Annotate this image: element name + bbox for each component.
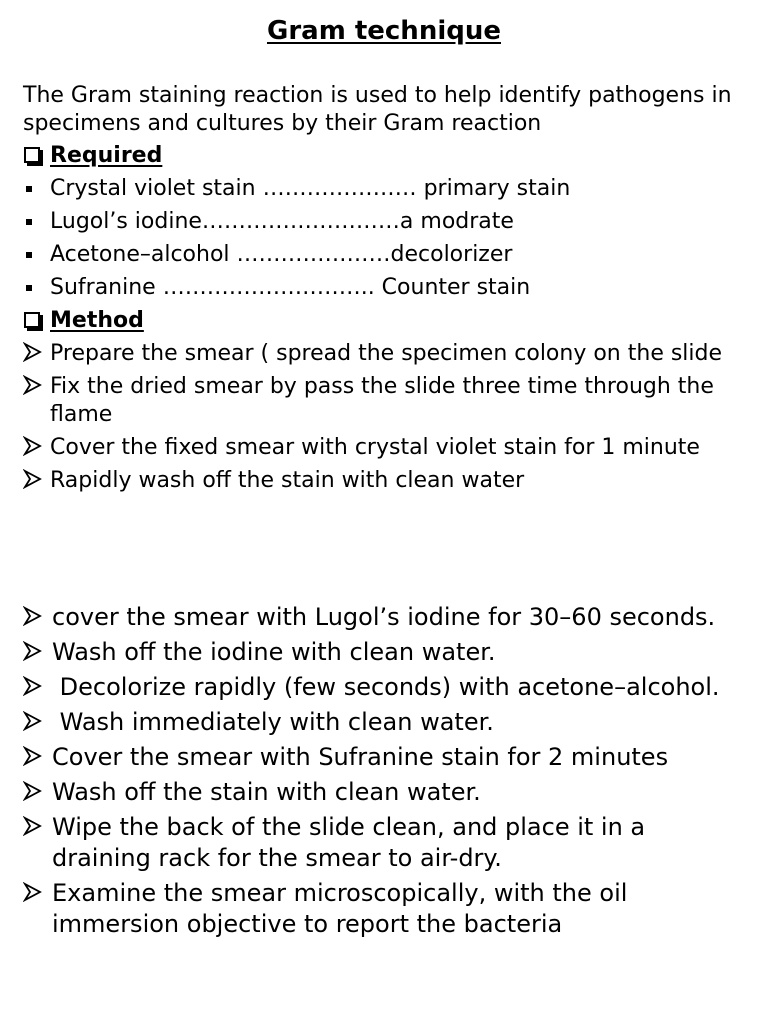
step-text: Cover the smear with Sufranine stain for 2 minutes (52, 743, 669, 771)
list-item (23, 812, 748, 874)
list-item (23, 340, 753, 368)
list-item (23, 241, 753, 269)
arrow-bullet-icon (23, 711, 43, 731)
square-bullet-icon (26, 285, 32, 291)
arrow-bullet-icon (23, 436, 43, 456)
arrow-bullet-icon (23, 816, 43, 836)
step-text: Wash immediately with clean water. (52, 708, 494, 736)
required-item-text: Lugol’s iodine………………………a modrate (50, 209, 514, 234)
intro-paragraph: The Gram staining reaction is used to help identify pathogens in specimens and cultures by their Gram reaction (23, 83, 732, 136)
page-title: Gram technique (266, 16, 501, 46)
required-item-text: Crystal violet stain ………………… primary stain (50, 176, 571, 201)
list-item (23, 274, 753, 302)
step-text: Examine the smear microscopically, with the oil immersion objective to report the bacteria (52, 879, 628, 938)
list-item (23, 434, 753, 462)
step-text: Decolorize rapidly (few seconds) with acetone–alcohol. (52, 673, 720, 701)
requirements-section (23, 142, 753, 495)
arrow-bullet-icon (23, 746, 43, 766)
step-text: Wipe the back of the slide clean, and place it in a draining rack for the smear to air-dry. (52, 813, 646, 872)
method-step-text: Rapidly wash off the stain with clean water (50, 468, 525, 493)
continued-steps-section (23, 602, 748, 940)
list-item (23, 637, 748, 668)
arrow-bullet-icon (23, 606, 43, 626)
arrow-bullet-icon (23, 882, 43, 902)
list-item (23, 777, 748, 808)
arrow-bullet-icon (23, 342, 43, 362)
method-heading-row (23, 307, 753, 335)
square-bullet-icon (26, 219, 32, 225)
list-item (23, 742, 748, 773)
arrow-bullet-icon (23, 469, 43, 489)
method-step-text: Cover the fixed smear with crystal violet stain for 1 minute (50, 435, 700, 460)
method-heading: Method (50, 308, 144, 333)
required-heading-row (23, 142, 753, 170)
step-text: cover the smear with Lugol’s iodine for 30–60 seconds. (52, 603, 716, 631)
step-text: Wash off the stain with clean water. (52, 778, 481, 806)
arrow-bullet-icon (23, 676, 43, 696)
list-item (23, 373, 753, 429)
list-item (23, 672, 748, 703)
list-item (23, 175, 753, 203)
checkbox-bullet-icon (24, 312, 40, 328)
method-step-text: Prepare the smear ( spread the specimen colony on the slide (50, 341, 723, 366)
arrow-bullet-icon (23, 781, 43, 801)
step-text: Wash off the iodine with clean water. (52, 638, 496, 666)
square-bullet-icon (26, 252, 32, 258)
checkbox-bullet-icon (24, 147, 40, 163)
method-step-text: Fix the dried smear by pass the slide three time through the flame (50, 374, 714, 427)
square-bullet-icon (26, 186, 32, 192)
required-item-text: Sufranine ……………………….. Counter stain (50, 275, 531, 300)
arrow-bullet-icon (23, 641, 43, 661)
list-item (23, 707, 748, 738)
list-item (23, 208, 753, 236)
required-heading: Required (50, 143, 163, 168)
required-item-text: Acetone–alcohol …………………decolorizer (50, 242, 513, 267)
list-item (23, 878, 748, 940)
list-item (23, 467, 753, 495)
list-item (23, 602, 748, 633)
arrow-bullet-icon (23, 375, 43, 395)
